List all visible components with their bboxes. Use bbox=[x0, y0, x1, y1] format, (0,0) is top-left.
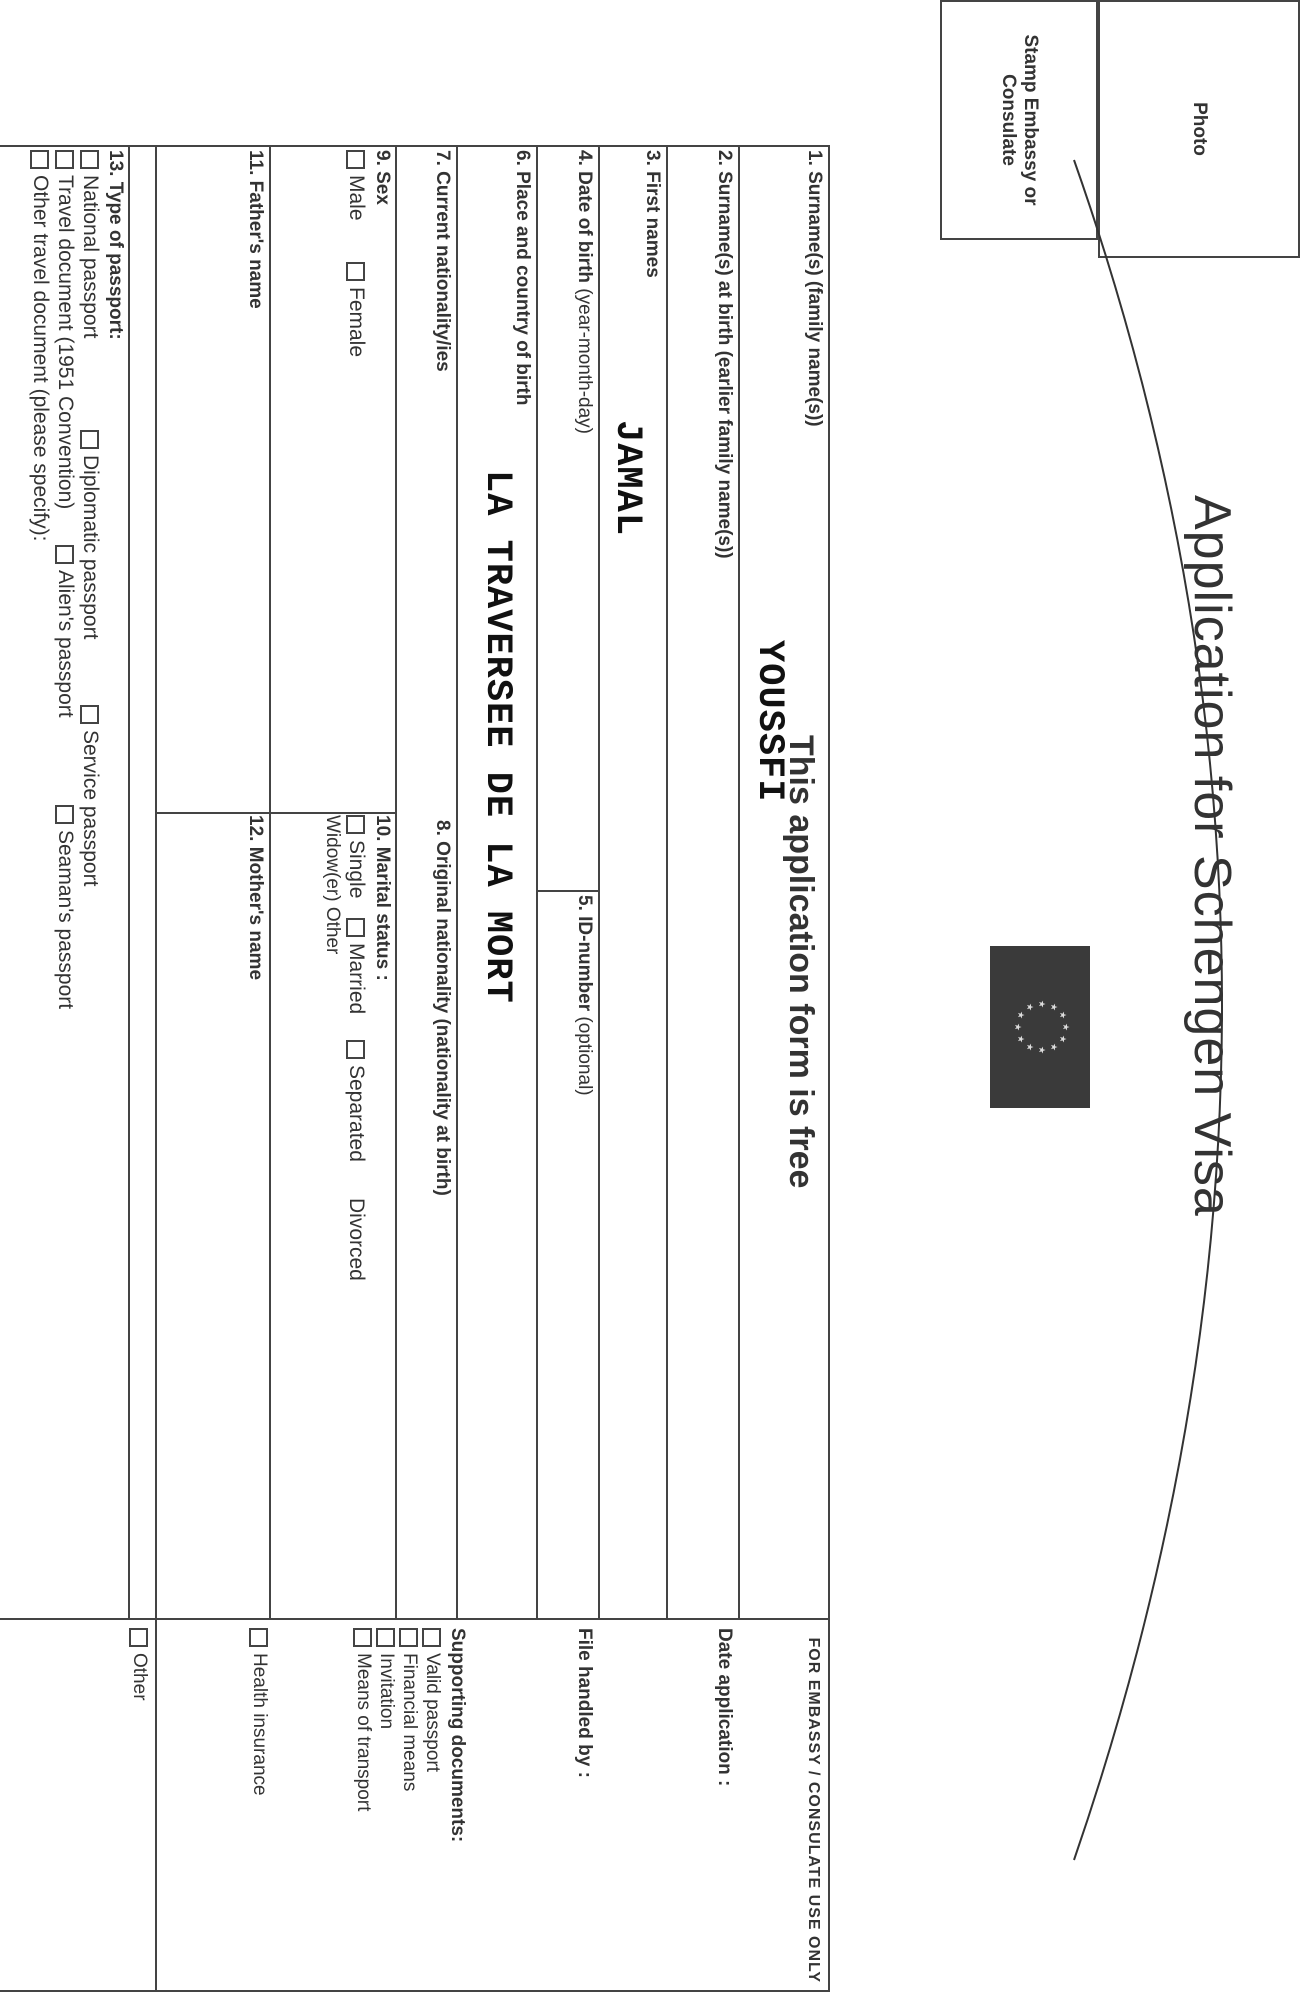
grid-line bbox=[0, 145, 830, 147]
passport-travel-document[interactable] bbox=[53, 150, 77, 509]
grid-line bbox=[0, 1618, 830, 1620]
field-3-value[interactable]: JAMAL bbox=[606, 420, 648, 537]
checkbox-icon[interactable] bbox=[354, 1628, 373, 1647]
checkbox-icon[interactable] bbox=[56, 545, 75, 564]
passport-alien[interactable] bbox=[53, 545, 77, 718]
checkbox-icon[interactable] bbox=[130, 1628, 149, 1647]
passport-option-label: Diplomatic passport bbox=[79, 455, 102, 640]
field-4-hint: (year-month-day) bbox=[574, 288, 595, 435]
grid-line bbox=[738, 145, 740, 1618]
field-4-label-text: 4. Date of birth bbox=[574, 150, 595, 284]
grid-line bbox=[666, 145, 668, 1618]
passport-option-label: Seaman's passport bbox=[54, 830, 77, 1010]
field-1-value[interactable]: YOUSSFI bbox=[748, 640, 790, 803]
passport-service[interactable] bbox=[78, 705, 102, 886]
svg-text:★: ★ bbox=[1024, 1042, 1034, 1052]
passport-option-label: National passport bbox=[79, 175, 102, 339]
passport-diplomatic[interactable] bbox=[78, 430, 102, 639]
marital-option-married[interactable] bbox=[344, 918, 368, 1014]
marital-option-separated[interactable] bbox=[344, 1040, 368, 1162]
grid-line bbox=[828, 145, 830, 1990]
field-5-hint: (optional) bbox=[574, 1016, 595, 1096]
checkbox-icon[interactable] bbox=[31, 150, 50, 169]
field-5-label-text: 5. ID-number bbox=[574, 895, 595, 1012]
checkbox-icon[interactable] bbox=[423, 1628, 442, 1647]
svg-text:★: ★ bbox=[1048, 1042, 1058, 1052]
doc-label: Financial means bbox=[399, 1653, 420, 1792]
checkbox-icon[interactable] bbox=[347, 262, 366, 281]
field-1-label: 1. Surname(s) (family name(s)) bbox=[804, 150, 825, 427]
doc-label: Invitation bbox=[376, 1653, 397, 1730]
doc-label: Valid passport bbox=[422, 1653, 443, 1772]
field-10-label: 10. Marital status : bbox=[372, 815, 393, 981]
passport-option-label: Alien's passport bbox=[54, 570, 77, 718]
photo-label: Photo bbox=[1189, 102, 1210, 156]
grid-line bbox=[0, 1990, 830, 1992]
sex-option-male[interactable] bbox=[344, 150, 368, 221]
passport-option-label: Travel document (1951 Convention) bbox=[54, 175, 77, 510]
grid-line bbox=[538, 890, 600, 892]
checkbox-icon[interactable] bbox=[81, 150, 100, 169]
passport-option-label: Other travel document (please specify): bbox=[29, 175, 52, 542]
field-3-label: 3. First names bbox=[642, 150, 663, 278]
checkbox-icon[interactable] bbox=[81, 705, 100, 724]
grid-line bbox=[128, 145, 130, 1618]
date-application-label: Date application : bbox=[714, 1628, 735, 1787]
svg-text:★: ★ bbox=[1057, 1034, 1067, 1044]
passport-national[interactable] bbox=[78, 150, 102, 338]
svg-text:★: ★ bbox=[1036, 1045, 1046, 1055]
form-title: Application for Schengen Visa bbox=[1183, 495, 1241, 1217]
grid-line bbox=[395, 145, 397, 1618]
svg-text:★: ★ bbox=[1012, 1022, 1022, 1032]
stamp-label: Stamp Embassy or Consulate bbox=[998, 34, 1041, 206]
sex-option-label: Female bbox=[345, 287, 368, 358]
checkbox-icon[interactable] bbox=[377, 1628, 396, 1647]
sex-option-label: Male bbox=[345, 175, 368, 221]
svg-text:★: ★ bbox=[1015, 1010, 1025, 1020]
svg-text:★: ★ bbox=[1015, 1034, 1025, 1044]
grid-line bbox=[269, 145, 271, 1618]
passport-other[interactable] bbox=[28, 150, 52, 542]
passport-option-label: Service passport bbox=[79, 730, 102, 887]
grid-line bbox=[155, 145, 157, 1990]
sidebar-heading: FOR EMBASSY / CONSULATE USE ONLY bbox=[805, 1637, 822, 1983]
header-arc bbox=[940, 0, 1300, 2008]
svg-text:★: ★ bbox=[1048, 1002, 1058, 1012]
field-13-label: 13. Type of passport: bbox=[105, 150, 126, 340]
checkbox-icon[interactable] bbox=[347, 1040, 366, 1059]
passport-seaman[interactable] bbox=[53, 805, 77, 1009]
grid-line bbox=[598, 145, 600, 1618]
field-4-label bbox=[573, 150, 595, 434]
file-handled-label: File handled by : bbox=[574, 1628, 595, 1778]
field-6-label: 6. Place and country of birth bbox=[512, 150, 533, 406]
sex-option-female[interactable] bbox=[344, 262, 368, 357]
marital-option-label: Divorced bbox=[345, 1198, 368, 1281]
doc-label: Means of transport bbox=[353, 1653, 374, 1812]
field-8-label: 8. Original nationality (nationality at birth) bbox=[432, 820, 453, 1196]
form-subtitle: This application form is free bbox=[782, 735, 820, 1189]
doc-other[interactable] bbox=[128, 1628, 150, 1701]
doc-label: Health insurance bbox=[249, 1653, 270, 1796]
field-5-label bbox=[573, 895, 595, 1096]
field-2-label: 2. Surname(s) at birth (earlier family name(s)) bbox=[714, 150, 735, 559]
marital-option-extra[interactable]: Widow(er) Other bbox=[322, 815, 343, 955]
doc-means-of-transport[interactable] bbox=[352, 1628, 374, 1811]
doc-financial-means[interactable] bbox=[398, 1628, 420, 1791]
marital-option-label: Single bbox=[345, 840, 368, 899]
doc-invitation[interactable] bbox=[375, 1628, 397, 1729]
checkbox-icon[interactable] bbox=[347, 918, 366, 937]
svg-text:★: ★ bbox=[1057, 1010, 1067, 1020]
marital-option-label: Separated bbox=[345, 1065, 368, 1162]
svg-text:★: ★ bbox=[1060, 1022, 1070, 1032]
checkbox-icon[interactable] bbox=[81, 430, 100, 449]
doc-label: Other bbox=[129, 1653, 150, 1701]
marital-option-divorced[interactable] bbox=[344, 1198, 368, 1281]
grid-line bbox=[536, 145, 538, 1618]
field-12-label: 12. Mother's name bbox=[245, 815, 266, 981]
supporting-documents-label: Supporting documents: bbox=[447, 1628, 468, 1843]
grid-line bbox=[157, 812, 397, 814]
marital-option-label: Married bbox=[345, 943, 368, 1015]
checkbox-icon[interactable] bbox=[56, 805, 75, 824]
grid-line bbox=[456, 145, 458, 1618]
field-7-label: 7. Current nationality/ies bbox=[432, 150, 453, 372]
checkbox-icon[interactable] bbox=[347, 815, 366, 834]
doc-valid-passport[interactable] bbox=[421, 1628, 443, 1772]
checkbox-icon[interactable] bbox=[56, 150, 75, 169]
checkbox-icon[interactable] bbox=[250, 1628, 269, 1647]
field-6-value[interactable]: LA TRAVERSEE DE LA MORT bbox=[476, 470, 518, 1004]
doc-health-insurance[interactable] bbox=[248, 1628, 270, 1796]
field-11-label: 11. Father's name bbox=[245, 150, 266, 309]
field-9-label: 9. Sex bbox=[372, 150, 393, 205]
checkbox-icon[interactable] bbox=[400, 1628, 419, 1647]
checkbox-icon[interactable] bbox=[347, 150, 366, 169]
svg-text:★: ★ bbox=[1024, 1002, 1034, 1012]
svg-text:★: ★ bbox=[1036, 999, 1046, 1009]
marital-option-single[interactable] bbox=[344, 815, 368, 898]
